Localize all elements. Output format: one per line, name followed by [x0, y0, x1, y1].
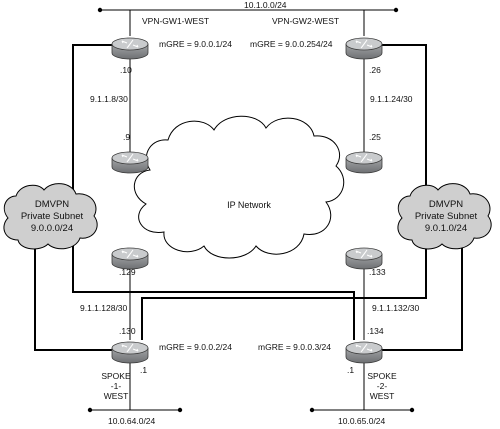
router-icon: [346, 248, 382, 269]
isp-bl-addr: .129: [119, 267, 136, 277]
spoke2-name-line1: SPOKE: [367, 371, 397, 381]
hub1-name: VPN-GW1-WEST: [142, 16, 210, 26]
hub2-mgre: mGRE = 9.0.0.254/24: [250, 39, 333, 49]
lan1-label: 10.0.64.0/24: [108, 416, 156, 426]
hub2-addr: .26: [369, 65, 381, 75]
spoke1-name-line3: WEST: [103, 391, 129, 401]
hub1-mgre: mGRE = 9.0.0.1/24: [159, 39, 232, 49]
link-tr-label: 9.1.1.24/30: [370, 94, 413, 104]
lan1-end-left: [88, 408, 92, 412]
subnet-left-line3: 9.0.0.0/24: [30, 223, 74, 234]
spoke2-mgre: mGRE = 9.0.0.3/24: [258, 342, 331, 352]
hub1-router[interactable]: [112, 38, 148, 59]
subnet-right-line3: 9.0.1.0/24: [424, 223, 468, 234]
ip-network-cloud: [134, 116, 343, 258]
isp-router-top-right[interactable]: [346, 152, 382, 173]
tunnel-hub2-right: [382, 45, 426, 199]
isp-router-top-left[interactable]: [112, 152, 148, 173]
subnet-right-line2: Private Subnet: [414, 211, 478, 222]
hub2-name: VPN-GW2-WEST: [272, 16, 340, 26]
link-br-label: 9.1.1.132/30: [372, 303, 420, 313]
router-icon: [112, 248, 148, 269]
spoke2-lan-addr: .1: [347, 365, 355, 375]
subnet-left-line2: Private Subnet: [20, 211, 84, 222]
isp-tr-addr: .25: [369, 132, 381, 142]
router-icon: [346, 342, 382, 363]
top-lan-label: 10.1.0.0/24: [244, 0, 287, 10]
tunnel-hub1-left: [73, 45, 112, 199]
hub2-router[interactable]: [346, 38, 382, 59]
hub1-addr: .10: [120, 65, 132, 75]
isp-router-bottom-left[interactable]: [112, 248, 148, 269]
spoke2-router[interactable]: [346, 342, 382, 363]
isp-tl-addr: .9: [123, 132, 131, 142]
spoke1-wan-addr: .130: [119, 326, 136, 336]
lan1-end-right: [178, 408, 182, 412]
top-lan-end-left: [98, 8, 102, 12]
router-icon: [346, 38, 382, 59]
spoke2-name-line3: WEST: [369, 391, 395, 401]
spoke1-mgre: mGRE = 9.0.0.2/24: [159, 342, 232, 352]
spoke1-name-line1: SPOKE: [101, 371, 131, 381]
subnet-cloud-left: [4, 184, 97, 249]
ip-network-label: IP Network: [227, 200, 271, 210]
spoke1-router[interactable]: [112, 342, 148, 363]
spoke1-lan-addr: .1: [140, 365, 148, 375]
lan2-label: 10.0.65.0/24: [338, 416, 386, 426]
subnet-left-line1: DMVPN: [34, 199, 70, 210]
link-tl-label: 9.1.1.8/30: [90, 94, 128, 104]
lan2-end-left: [310, 408, 314, 412]
subnet-right-line1: DMVPN: [428, 199, 464, 210]
isp-br-addr: .133: [369, 267, 386, 277]
router-icon: [346, 152, 382, 173]
link-bl-label: 9.1.1.128/30: [80, 303, 128, 313]
cloud-icon: [134, 116, 343, 258]
router-icon: [112, 342, 148, 363]
lan2-end-right: [410, 408, 414, 412]
router-icon: [112, 152, 148, 173]
spoke1-name-line2: -1-: [110, 381, 122, 391]
isp-router-bottom-right[interactable]: [346, 248, 382, 269]
top-lan-end-right: [394, 8, 398, 12]
router-icon: [112, 38, 148, 59]
spoke2-name-line2: -2-: [376, 381, 388, 391]
spoke2-wan-addr: .134: [367, 326, 384, 336]
subnet-cloud-right: [398, 184, 491, 249]
